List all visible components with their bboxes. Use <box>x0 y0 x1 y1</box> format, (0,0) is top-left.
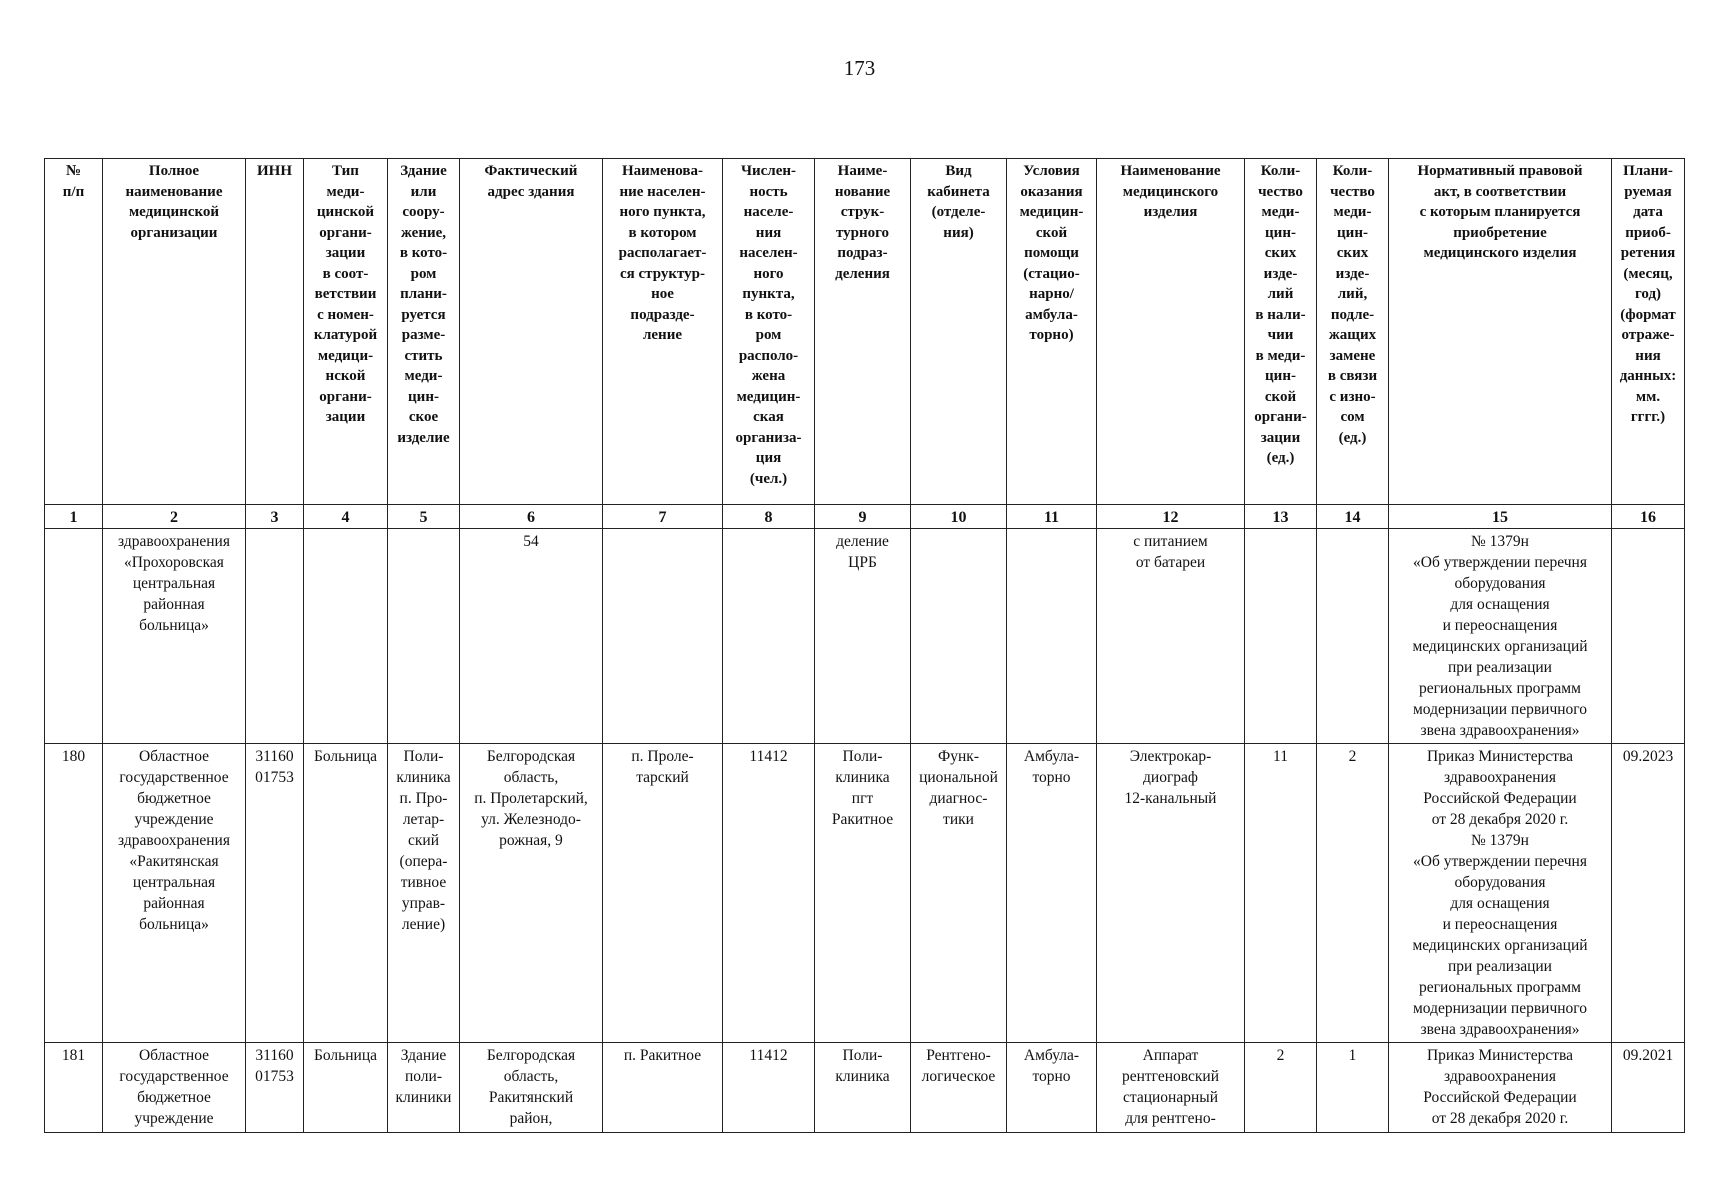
cell-planned-date: 09.2023 <box>1612 744 1685 1043</box>
column-number: 15 <box>1389 505 1612 529</box>
header-building: Здание или соору- жение, в кото- ром плани- руется разме- стить меди- цин- ское изделие <box>388 159 460 505</box>
header-legal-act: Нормативный правовой акт, в соответствии с которым планируется приобретение медицинского изделия <box>1389 159 1612 505</box>
cell-devices-to-replace: 1 <box>1317 1043 1389 1133</box>
cell-structural-unit: Поли- клиника <box>815 1043 911 1133</box>
equipment-table <box>44 158 1685 1133</box>
header-population: Числен- ность населе- ния населен- ного пункта, в кото- ром располо- жена медицин- ская организа- ция (чел.) <box>723 159 815 505</box>
cell-inn <box>246 529 304 744</box>
cell-organization-type <box>304 529 388 744</box>
cell-device-name: с питанием от батареи <box>1097 529 1245 744</box>
cell-organization-name: здравоохранения «Прохоровская центральная районная больница» <box>103 529 246 744</box>
cell-cabinet-type <box>911 529 1007 744</box>
column-number-row <box>45 505 1685 529</box>
header-cabinet-type: Вид кабинета (отделе- ния) <box>911 159 1007 505</box>
cell-care-conditions: Амбула- торно <box>1007 1043 1097 1133</box>
column-number: 4 <box>304 505 388 529</box>
header-organization-name: Полное наименование медицинской организации <box>103 159 246 505</box>
cell-population <box>723 529 815 744</box>
cell-structural-unit: Поли- клиника пгт Ракитное <box>815 744 911 1043</box>
cell-organization-name: Областное государственное бюджетное учреждение <box>103 1043 246 1133</box>
cell-devices-available <box>1245 529 1317 744</box>
cell-organization-type: Больница <box>304 744 388 1043</box>
column-number: 12 <box>1097 505 1245 529</box>
table-row <box>45 744 1685 1043</box>
cell-devices-available: 2 <box>1245 1043 1317 1133</box>
cell-row-number: 181 <box>45 1043 103 1133</box>
cell-population: 11412 <box>723 744 815 1043</box>
header-inn: ИНН <box>246 159 304 505</box>
cell-cabinet-type: Функ- циональной диагнос- тики <box>911 744 1007 1043</box>
cell-row-number <box>45 529 103 744</box>
column-number: 13 <box>1245 505 1317 529</box>
column-number: 7 <box>603 505 723 529</box>
table-row <box>45 529 1685 744</box>
cell-building: Здание поли- клиники <box>388 1043 460 1133</box>
cell-legal-act: Приказ Министерства здравоохранения Российской Федерации от 28 декабря 2020 г. <box>1389 1043 1612 1133</box>
cell-settlement: п. Проле- тарский <box>603 744 723 1043</box>
page-number: 173 <box>843 56 876 80</box>
column-number: 6 <box>460 505 603 529</box>
cell-organization-type: Больница <box>304 1043 388 1133</box>
column-number: 9 <box>815 505 911 529</box>
column-number: 8 <box>723 505 815 529</box>
cell-building: Поли- клиника п. Про- летар- ский (опера- тивное управ- ление) <box>388 744 460 1043</box>
cell-devices-available: 11 <box>1245 744 1317 1043</box>
column-number: 3 <box>246 505 304 529</box>
cell-row-number: 180 <box>45 744 103 1043</box>
cell-devices-to-replace <box>1317 529 1389 744</box>
cell-inn: 31160 01753 <box>246 1043 304 1133</box>
cell-planned-date: 09.2021 <box>1612 1043 1685 1133</box>
header-organization-type: Тип меди- цинской органи- зации в соот- ветствии с номен- клатурой медици- нской органи- зации <box>304 159 388 505</box>
cell-address: Белгородская область, Ракитянский район, <box>460 1043 603 1133</box>
header-structural-unit: Наиме- нование струк- турного подраз- деления <box>815 159 911 505</box>
header-care-conditions: Условия оказания медицин- ской помощи (стацио- нарно/ амбула- торно) <box>1007 159 1097 505</box>
cell-structural-unit: деление ЦРБ <box>815 529 911 744</box>
header-device-name: Наименование медицинского изделия <box>1097 159 1245 505</box>
cell-device-name: Электрокар- диограф 12-канальный <box>1097 744 1245 1043</box>
cell-legal-act: Приказ Министерства здравоохранения Российской Федерации от 28 декабря 2020 г. № 1379н «Об утверждении перечня оборудования для оснащения и переоснащения медицинских организаций при реализации региональных программ модернизации первичного звена здравоохранения» <box>1389 744 1612 1043</box>
cell-population: 11412 <box>723 1043 815 1133</box>
header-devices-available: Коли- чество меди- цин- ских изде- лий в нали- чии в меди- цин- ской органи- зации (ед.) <box>1245 159 1317 505</box>
column-number: 2 <box>103 505 246 529</box>
cell-building <box>388 529 460 744</box>
cell-planned-date <box>1612 529 1685 744</box>
cell-organization-name: Областное государственное бюджетное учреждение здравоохранения «Ракитянская центральная районная больница» <box>103 744 246 1043</box>
column-number: 10 <box>911 505 1007 529</box>
column-number: 16 <box>1612 505 1685 529</box>
cell-device-name: Аппарат рентгеновский стационарный для рентгено- <box>1097 1043 1245 1133</box>
header-row-number: № п/п <box>45 159 103 505</box>
table-row <box>45 1043 1685 1133</box>
header-devices-to-replace: Коли- чество меди- цин- ских изде- лий, подле- жащих замене в связи с изно- сом (ед.) <box>1317 159 1389 505</box>
cell-inn: 31160 01753 <box>246 744 304 1043</box>
cell-cabinet-type: Рентгено- логическое <box>911 1043 1007 1133</box>
column-number: 14 <box>1317 505 1389 529</box>
column-number: 5 <box>388 505 460 529</box>
header-settlement: Наименова- ние населен- ного пункта, в котором располагает- ся структур- ное подразде- ление <box>603 159 723 505</box>
cell-devices-to-replace: 2 <box>1317 744 1389 1043</box>
column-number: 11 <box>1007 505 1097 529</box>
table-header-row <box>45 159 1685 505</box>
cell-settlement: п. Ракитное <box>603 1043 723 1133</box>
cell-legal-act: № 1379н «Об утверждении перечня оборудования для оснащения и переоснащения медицинских организаций при реализации региональных программ модернизации первичного звена здравоохранения» <box>1389 529 1612 744</box>
cell-address: Белгородская область, п. Пролетарский, ул. Железнодо- рожная, 9 <box>460 744 603 1043</box>
cell-care-conditions <box>1007 529 1097 744</box>
column-number: 1 <box>45 505 103 529</box>
cell-settlement <box>603 529 723 744</box>
cell-care-conditions: Амбула- торно <box>1007 744 1097 1043</box>
header-address: Фактический адрес здания <box>460 159 603 505</box>
cell-address: 54 <box>460 529 603 744</box>
header-planned-date: Плани- руемая дата приоб- ретения (месяц, год) (формат отраже- ния данных: мм. гггг.) <box>1612 159 1685 505</box>
